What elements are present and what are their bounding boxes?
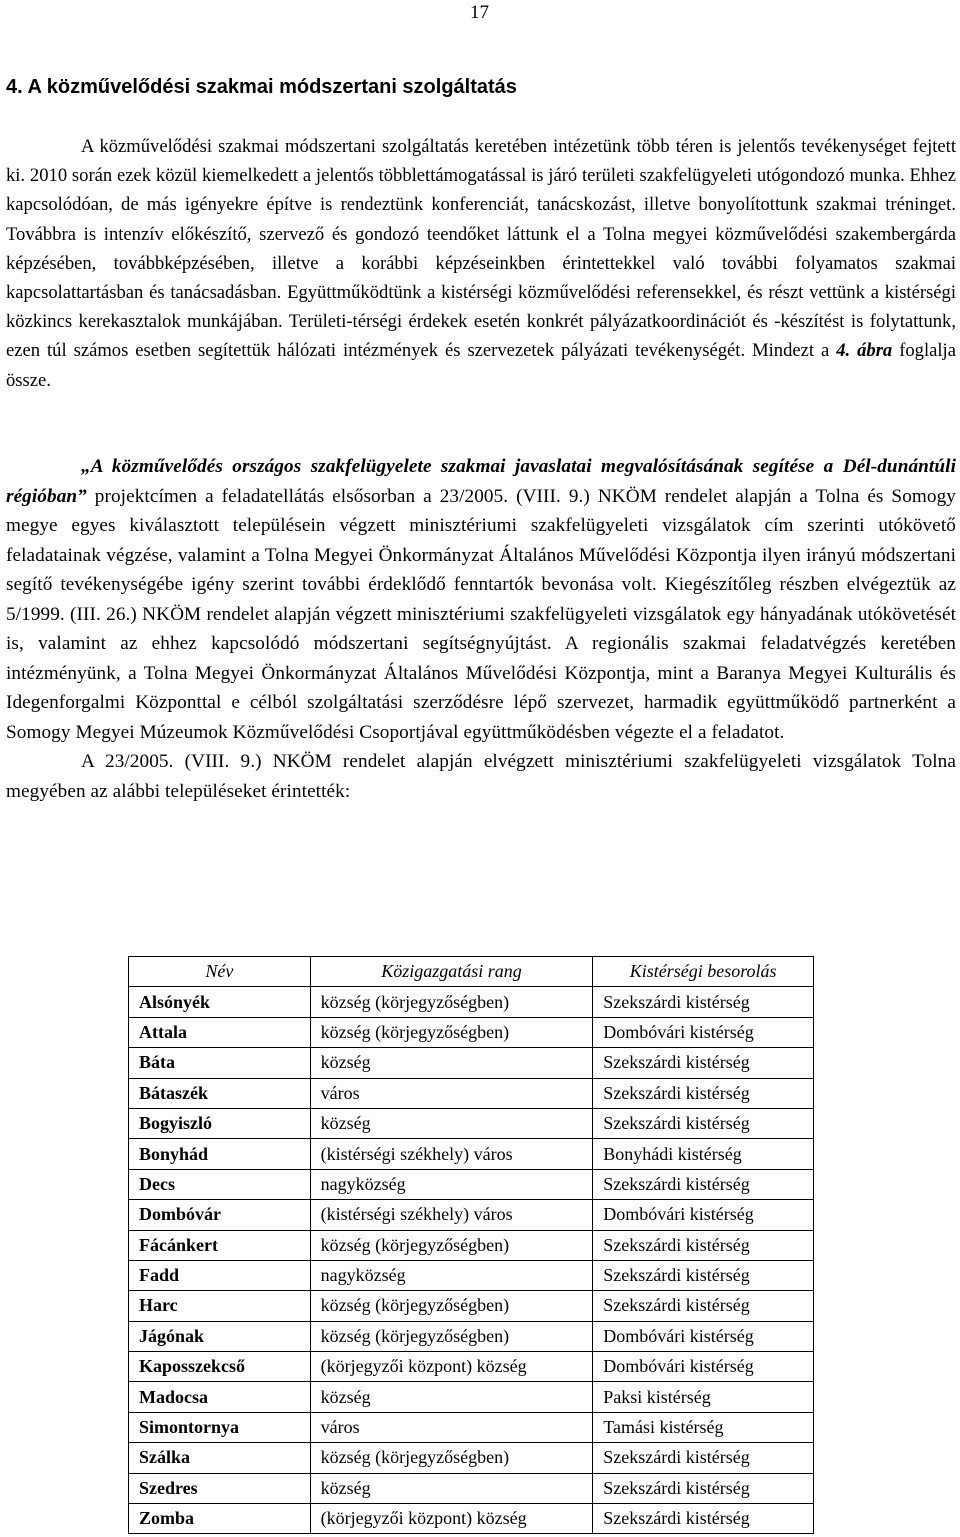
cell-name: Decs (129, 1169, 311, 1199)
cell-name: Kaposszekcső (129, 1352, 311, 1382)
cell-name: Bonyhád (129, 1139, 311, 1169)
settlements-table (128, 956, 814, 1534)
cell-name: Attala (129, 1017, 311, 1047)
cell-rank: város (310, 1078, 593, 1108)
cell-subregion: Szekszárdi kistérség (593, 1169, 814, 1199)
cell-subregion: Szekszárdi kistérség (593, 1443, 814, 1473)
cell-name: Bátaszék (129, 1078, 311, 1108)
paragraph-3: A 23/2005. (VIII. 9.) NKÖM rendelet alapján elvégzett minisztériumi szakfelügyeleti vizsgálatok Tolna megyében az alábbi településeket érintették: (6, 751, 956, 802)
table-row (129, 1048, 814, 1078)
table-row (129, 1443, 814, 1473)
table-row (129, 1200, 814, 1230)
page-number: 17 (470, 2, 489, 23)
cell-subregion: Szekszárdi kistérség (593, 1048, 814, 1078)
cell-subregion: Paksi kistérség (593, 1382, 814, 1412)
cell-subregion: Szekszárdi kistérség (593, 1473, 814, 1503)
cell-rank: város (310, 1412, 593, 1442)
cell-rank: község (körjegyzőségben) (310, 1443, 593, 1473)
table-row (129, 1352, 814, 1382)
table-row (129, 1108, 814, 1138)
cell-name: Jágónak (129, 1321, 311, 1351)
cell-rank: község (310, 1108, 593, 1138)
cell-subregion: Dombóvári kistérség (593, 1200, 814, 1230)
cell-name: Fadd (129, 1260, 311, 1290)
cell-name: Báta (129, 1048, 311, 1078)
cell-rank: (körjegyzői központ) község (310, 1504, 593, 1534)
table-row (129, 1382, 814, 1412)
cell-name: Fácánkert (129, 1230, 311, 1260)
cell-subregion: Szekszárdi kistérség (593, 1504, 814, 1534)
cell-rank: község (körjegyzőségben) (310, 987, 593, 1017)
table-row (129, 1017, 814, 1047)
cell-rank: nagyközség (310, 1260, 593, 1290)
paragraph-2-text: projektcímen a feladatellátás elsősorban a 23/2005. (VIII. 9.) NKÖM rendelet alapján a Tolna és Somogy megye egyes kiválasztott településein végzett minisztériumi szakfelügyeleti vizsgálatok cím szerinti utókövető feladatainak végzése, valamint a Tolna Megyei Önkormányzat Általános Művelődési Központja ilyen irányú módszertani segítő tevékenységébe igény szerint további érdeklődő fenntartók bevonása volt. Kiegészítőleg részben elvégeztük az 5/1999. (III. 26.) NKÖM rendelet alapján végzett minisztériumi szakfelügyeleti vizsgálatok egy hányadának utókövetését is, valamint az ehhez kapcsolódó módszertani segítségnyújtást. A regionális szakmai feladatvégzés keretében intézményünk, a Tolna Megyei Önkormányzat Általános Művelődési Központja, mint a Baranya Megyei Kulturális és Idegenforgalmi Központtal e célból szolgáltatási szerződésre lépő szervezet, harmadik együttműködő partnerként a Somogy Megyei Múzeumok Közművelődési Csoportjával együttműködésben végezte el a feladatot. (6, 485, 956, 743)
cell-rank: község (310, 1382, 593, 1412)
cell-subregion: Dombóvári kistérség (593, 1352, 814, 1382)
cell-subregion: Szekszárdi kistérség (593, 1260, 814, 1290)
cell-name: Madocsa (129, 1382, 311, 1412)
table-row (129, 1260, 814, 1290)
header-name: Név (129, 957, 311, 987)
paragraph-1 (6, 132, 956, 395)
header-subregion: Kistérségi besorolás (593, 957, 814, 987)
cell-rank: község (körjegyzőségben) (310, 1291, 593, 1321)
paragraph-1-end: foglalja össze. (6, 340, 956, 391)
table-row (129, 1230, 814, 1260)
header-rank: Közigazgatási rang (310, 957, 593, 987)
cell-subregion: Szekszárdi kistérség (593, 987, 814, 1017)
cell-subregion: Szekszárdi kistérség (593, 1291, 814, 1321)
paragraph-2 (6, 452, 956, 806)
cell-subregion: Dombóvári kistérség (593, 1017, 814, 1047)
table-row (129, 1078, 814, 1108)
cell-subregion: Bonyhádi kistérség (593, 1139, 814, 1169)
cell-rank: község (310, 1048, 593, 1078)
table-row (129, 1139, 814, 1169)
cell-name: Szálka (129, 1443, 311, 1473)
cell-rank: község (körjegyzőségben) (310, 1230, 593, 1260)
cell-name: Dombóvár (129, 1200, 311, 1230)
table-row (129, 1412, 814, 1442)
paragraph-1-text: A közművelődési szakmai módszertani szolgáltatás keretében intézetünk több téren is jelentős tevékenységet fejtett ki. 2010 során ezek közül kiemelkedett a jelentős többlettámogatással is járó területi szakfelügyeleti utógondozó munka. Ehhez kapcsolódóan, de más igényekre építve is rendeztünk konferenciát, tanácskozást, illetve bonyolítottunk szakmai tréninget. Továbbra is intenzív előkészítő, szervező és gondozó teendőket láttunk el a Tolna megyei közművelődési szakembergárda képzésében, továbbképzésében, illetve a korábbi képzéseinkben érintettekkel való további folyamatos szakmai kapcsolattartásban és tanácsadásban. Együttműködtünk a kistérségi közművelődési referensekkel, és részt vettünk a kistérségi közkincs kerekasztalok munkájában. Területi-térségi érdekek esetén konkrét pályázatkoordinációt és -készítést is folytattunk, ezen túl számos esetben segítettük hálózati intézmények és szervezetek pályázati tevékenységét. Mindezt a (6, 136, 956, 362)
project-title: „A közművelődés országos szakfelügyelete szakmai javaslatai megvalósításának segítése a Dél-dunántúli régióban” (6, 456, 956, 507)
cell-name: Szedres (129, 1473, 311, 1503)
cell-name: Simontornya (129, 1412, 311, 1442)
cell-name: Bogyiszló (129, 1108, 311, 1138)
cell-subregion: Dombóvári kistérség (593, 1321, 814, 1351)
table-header-row (129, 957, 814, 987)
table-row (129, 1504, 814, 1534)
cell-rank: (kistérségi székhely) város (310, 1200, 593, 1230)
figure-reference: 4. ábra (836, 340, 893, 362)
cell-name: Zomba (129, 1504, 311, 1534)
cell-rank: község (körjegyzőségben) (310, 1321, 593, 1351)
table-row (129, 1473, 814, 1503)
cell-name: Harc (129, 1291, 311, 1321)
cell-subregion: Szekszárdi kistérség (593, 1230, 814, 1260)
cell-rank: nagyközség (310, 1169, 593, 1199)
cell-rank: község (körjegyzőségben) (310, 1017, 593, 1047)
table-row (129, 987, 814, 1017)
section-heading: 4. A közművelődési szakmai módszertani szolgáltatás (6, 76, 517, 98)
cell-subregion: Szekszárdi kistérség (593, 1108, 814, 1138)
cell-rank: (kistérségi székhely) város (310, 1139, 593, 1169)
cell-rank: község (310, 1473, 593, 1503)
cell-name: Alsónyék (129, 987, 311, 1017)
table-row (129, 1169, 814, 1199)
cell-subregion: Tamási kistérség (593, 1412, 814, 1442)
table-row (129, 1291, 814, 1321)
cell-rank: (körjegyzői központ) község (310, 1352, 593, 1382)
cell-subregion: Szekszárdi kistérség (593, 1078, 814, 1108)
table-row (129, 1321, 814, 1351)
